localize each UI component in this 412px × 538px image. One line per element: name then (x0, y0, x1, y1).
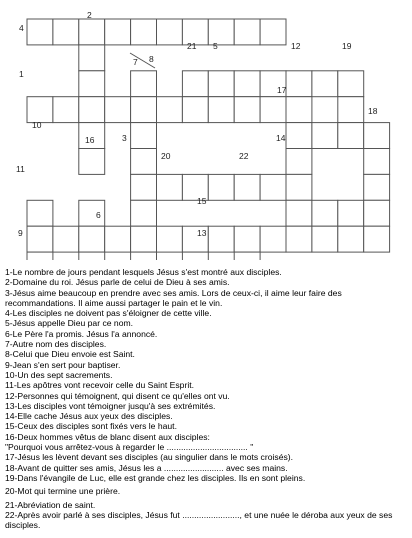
grid-cell[interactable] (364, 200, 390, 226)
clue-text: 4-Les disciples ne doivent pas s'éloigner de cette ville. (5, 308, 212, 319)
clue-number-12: 12 (291, 41, 301, 51)
clue-text: "Pourquoi vous arrêtez-vous à regarder le .................................. " (5, 442, 254, 453)
grid-cell[interactable] (105, 97, 131, 123)
grid-cell[interactable] (79, 19, 105, 45)
grid-cell[interactable] (131, 19, 157, 45)
grid-cell[interactable] (79, 97, 105, 123)
clue-text: 13-Les disciples vont témoigner jusqu'à ses extrémités. (5, 400, 216, 411)
clue-text: 5-Jésus appelle Dieu par ce nom. (5, 318, 134, 329)
grid-cell[interactable] (157, 19, 183, 45)
grid-cell[interactable] (131, 71, 157, 97)
grid-cell[interactable] (234, 19, 260, 45)
grid-cell[interactable] (79, 200, 105, 226)
grid-cell[interactable] (79, 226, 105, 252)
crossword-grid (0, 0, 412, 260)
clue-number-18: 18 (368, 106, 378, 116)
clue-text: 12-Personnes qui témoignent, qui disent ce qu'elles ont vu. (5, 390, 230, 401)
grid-cell[interactable] (208, 71, 234, 97)
grid-cell[interactable] (157, 226, 183, 252)
clue-number-16: 16 (85, 135, 95, 145)
grid-cell[interactable] (208, 97, 234, 123)
grid-cell[interactable] (286, 97, 312, 123)
grid-cell[interactable] (53, 19, 79, 45)
grid-cell[interactable] (338, 123, 364, 149)
clue-number-3: 3 (122, 133, 127, 143)
clue-text: 21-Abréviation de saint. (5, 499, 96, 510)
grid-cell[interactable] (286, 149, 312, 175)
grid-cell[interactable] (260, 97, 286, 123)
grid-cell[interactable] (234, 174, 260, 200)
clue-text: 20-Mot qui termine une prière. (5, 486, 121, 497)
grid-cell[interactable] (338, 97, 364, 123)
grid-cell[interactable] (131, 174, 157, 200)
grid-cell[interactable] (312, 71, 338, 97)
clue-number-11: 11 (16, 164, 25, 174)
grid-cell[interactable] (27, 200, 53, 226)
clue-number-20: 20 (161, 151, 171, 161)
clue-number-13: 13 (197, 228, 207, 238)
clue-text: 17-Jésus les lèvent devant ses disciples (au singulier dans le mots croisés). (5, 452, 294, 463)
grid-cell[interactable] (27, 252, 53, 260)
grid-cell[interactable] (338, 71, 364, 97)
grid-cell[interactable] (131, 149, 157, 175)
grid-cell[interactable] (79, 252, 105, 260)
clue-number-15: 15 (197, 196, 207, 206)
clue-number-7: 7 (133, 57, 138, 67)
grid-cell[interactable] (157, 174, 183, 200)
grid-cell[interactable] (182, 252, 208, 260)
grid-cell[interactable] (312, 123, 338, 149)
grid-cell[interactable] (131, 123, 157, 149)
grid-cell[interactable] (27, 97, 53, 123)
grid-cell[interactable] (338, 200, 364, 226)
grid-cell[interactable] (234, 97, 260, 123)
grid-cell[interactable] (157, 97, 183, 123)
clue-text: 15-Ceux des disciples sont fixés vers le haut. (5, 421, 177, 432)
grid-cell[interactable] (53, 97, 79, 123)
grid-cell[interactable] (234, 71, 260, 97)
grid-cell[interactable] (234, 252, 260, 260)
grid-cell[interactable] (79, 45, 105, 71)
grid-cell[interactable] (234, 226, 260, 252)
clue-number-10: 10 (32, 120, 42, 130)
clue-text: 3-Jésus aime beaucoup en prendre avec ses amis. Lors de ceux-ci, il aime leur faire des recommandations. Il aime aussi partager le pain et le vin. (5, 287, 342, 308)
grid-cell[interactable] (208, 174, 234, 200)
grid-cell[interactable] (312, 200, 338, 226)
grid-cell[interactable] (105, 19, 131, 45)
clue-text: 9-Jean s'en sert pour baptiser. (5, 359, 121, 370)
clue-text: 14-Elle cache Jésus aux yeux des disciples. (5, 411, 173, 422)
grid-cell[interactable] (312, 226, 338, 252)
grid-cell[interactable] (208, 226, 234, 252)
grid-cell[interactable] (182, 97, 208, 123)
grid-cell[interactable] (286, 226, 312, 252)
grid-cell[interactable] (260, 226, 286, 252)
grid-cell[interactable] (260, 174, 286, 200)
clue-number-4: 4 (19, 23, 24, 33)
clue-text: 7-Autre nom des disciples. (5, 339, 107, 350)
grid-cell[interactable] (131, 226, 157, 252)
clue-text: 1-Le nombre de jours pendant lesquels Jésus s'est montré aux disciples. (5, 267, 282, 277)
clue-number-9: 9 (18, 228, 23, 238)
grid-cell[interactable] (338, 226, 364, 252)
clue-number-14: 14 (276, 133, 286, 143)
clue-text: 22-Après avoir parlé à ses disciples, Jésus fut ........................, et une nuée le déroba aux yeux de ses disciples. (5, 509, 393, 531)
clue-number-5: 5 (213, 41, 218, 51)
clue-text: 8-Celui que Dieu envoie est Saint. (5, 349, 135, 360)
clue-text: 2-Domaine du roi. Jésus parle de celui de Dieu à ses amis. (5, 277, 230, 288)
grid-cell[interactable] (364, 149, 390, 175)
clue-text: 6-Le Père l'a promis. Jésus l'a annoncé. (5, 328, 158, 339)
grid-cell[interactable] (131, 200, 157, 226)
grid-cell[interactable] (286, 174, 312, 200)
grid-cell[interactable] (286, 200, 312, 226)
grid-cell[interactable] (286, 71, 312, 97)
grid-cell[interactable] (364, 226, 390, 252)
grid-cell[interactable] (79, 71, 105, 97)
clue-number-21: 21 (187, 41, 197, 51)
clue-text: 19-Dans l'évangile de Luc, elle est grande chez les disciples. Ils en sont pleins. (5, 472, 306, 483)
grid-cell[interactable] (364, 174, 390, 200)
clue-number-1: 1 (19, 69, 24, 79)
grid-cell[interactable] (182, 71, 208, 97)
clue-number-17: 17 (277, 85, 287, 95)
grid-cell[interactable] (53, 226, 79, 252)
clue-number-19: 19 (342, 41, 352, 51)
grid-cell[interactable] (79, 149, 105, 175)
grid-cell[interactable] (286, 123, 312, 149)
grid-cell[interactable] (105, 226, 131, 252)
clue-number-22: 22 (239, 151, 249, 161)
grid-cell[interactable] (27, 19, 53, 45)
clue-text: 18-Avant de quitter ses amis, Jésus les a ......................... avec ses mains. (5, 462, 288, 473)
clue-text: 10-Un des sept sacrements. (5, 369, 113, 380)
clue-text: 11-Les apôtres vont recevoir celle du Saint Esprit. (5, 380, 194, 391)
grid-cell[interactable] (27, 226, 53, 252)
grid-cell[interactable] (131, 252, 157, 260)
clue-number-6: 6 (96, 210, 101, 220)
clue-number-2: 2 (87, 10, 92, 20)
clue-text: 16-Deux hommes vêtus de blanc disent aux disciples: (5, 431, 210, 442)
grid-cell[interactable] (260, 19, 286, 45)
grid-cell[interactable] (131, 97, 157, 123)
grid-cell[interactable] (364, 123, 390, 149)
clue-list (5, 267, 405, 530)
clue-number-8: 8 (149, 54, 154, 64)
